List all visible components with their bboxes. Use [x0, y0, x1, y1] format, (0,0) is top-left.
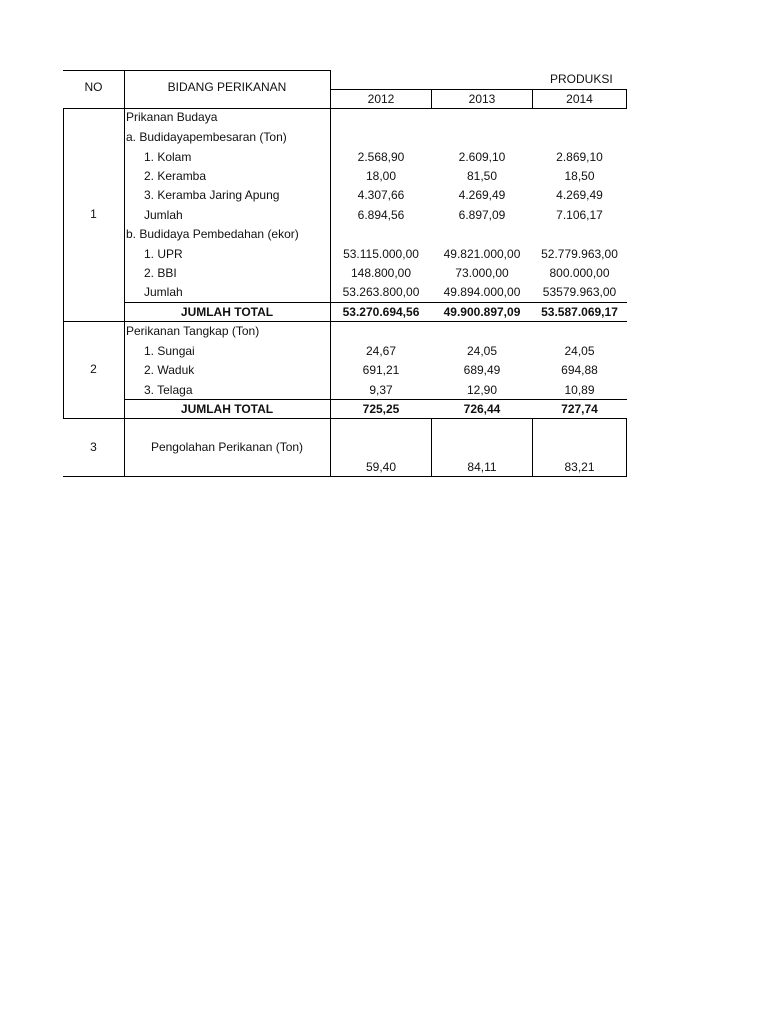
section2-no: 2 [90, 362, 97, 376]
row-value-2012: 2.568,90 [357, 150, 405, 164]
row-label: 2. Waduk [144, 363, 195, 377]
section3-value-2013: 84,11 [467, 460, 497, 474]
row-label: 2. Keramba [144, 169, 207, 183]
row-label: 3. Keramba Jaring Apung [144, 188, 280, 202]
row-label: Jumlah [144, 285, 183, 299]
row-value-2012: 4.307,66 [357, 188, 405, 202]
rule-table-bottom [63, 476, 627, 477]
row-value-2013: 81,50 [466, 169, 498, 183]
section1-total-2013: 49.900.897,09 [443, 305, 521, 319]
section2-title: Perikanan Tangkap (Ton) [126, 324, 260, 338]
section3-no: 3 [90, 440, 97, 454]
row-value-2014: 800.000,00 [549, 266, 610, 280]
row-value-2014: 694,88 [561, 363, 598, 377]
row-value-2014: 53579.963,00 [542, 285, 617, 299]
row-value-2013: 12,90 [466, 383, 498, 397]
rule-right-header [626, 89, 627, 108]
row-value-2014: 52.779.963,00 [541, 247, 618, 261]
section3-value-2012: 59,40 [365, 460, 397, 474]
row-label: 1. UPR [144, 247, 183, 261]
row-value-2013: 4.269,49 [458, 188, 506, 202]
section1-title: Prikanan Budaya [126, 110, 218, 124]
row-value-2014: 24,05 [564, 344, 595, 358]
header-year-2014: 2014 [566, 92, 593, 106]
section1-no: 1 [90, 207, 97, 221]
row-value-2012: 148.800,00 [350, 266, 412, 280]
rule-header-bottom [63, 108, 627, 109]
row-value-2014: 2.869,10 [556, 150, 603, 164]
row-value-2014: 4.269,49 [556, 188, 603, 202]
row-value-2012: 9,37 [369, 383, 393, 397]
header-year-2012: 2012 [367, 92, 395, 106]
section1-total-2012: 53.270.694,56 [342, 305, 420, 319]
row-value-2012: 6.894,56 [357, 208, 405, 222]
header-produksi: PRODUKSI [550, 72, 613, 86]
section1-sub-a: a. Budidayapembesaran (Ton) [126, 130, 287, 144]
section3-title: Pengolahan Perikanan (Ton) [150, 440, 304, 454]
row-value-2013: 49.821.000,00 [443, 247, 521, 261]
row-value-2013: 689,49 [463, 363, 501, 377]
rule-top-left [63, 70, 331, 71]
row-label: 1. Sungai [144, 344, 195, 358]
row-label: 1. Kolam [144, 150, 192, 164]
section2-total-label: JUMLAH TOTAL [180, 402, 274, 416]
row-label: 2. BBI [144, 266, 177, 280]
row-value-2013: 2.609,10 [458, 150, 506, 164]
section1-total-2014: 53.587.069,17 [541, 305, 618, 319]
section2-total-2012: 725,25 [362, 402, 400, 416]
row-value-2013: 49.894.000,00 [443, 285, 521, 299]
row-value-2014: 10,89 [564, 383, 595, 397]
rule-sec2-total-top [124, 399, 627, 400]
row-value-2013: 24,05 [466, 344, 498, 358]
row-value-2013: 6.897,09 [458, 208, 506, 222]
row-label: Jumlah [144, 208, 183, 222]
section3-value-2014: 83,21 [564, 460, 595, 474]
row-value-2014: 18,50 [564, 169, 595, 183]
rule-right-sec3 [626, 418, 627, 476]
rule-sec1-bottom [63, 321, 627, 322]
rule-sec2-bottom [63, 418, 627, 419]
section1-total-label: JUMLAH TOTAL [180, 305, 274, 319]
row-value-2012: 53.115.000,00 [343, 247, 419, 261]
row-value-2013: 73.000,00 [455, 266, 509, 280]
row-value-2012: 24,67 [365, 344, 397, 358]
header-bidang: BIDANG PERIKANAN [167, 80, 287, 94]
section2-total-2013: 726,44 [463, 402, 501, 416]
rule-year-top [331, 89, 627, 90]
row-label: 3. Telaga [144, 383, 193, 397]
header-no: NO [84, 80, 103, 94]
row-value-2012: 691,21 [362, 363, 400, 377]
section2-total-2014: 727,74 [561, 402, 598, 416]
section1-sub-b: b. Budidaya Pembedahan (ekor) [126, 227, 299, 241]
row-value-2012: 53.263.800,00 [342, 285, 420, 299]
row-value-2012: 18,00 [365, 169, 397, 183]
rule-sec1-total-top [124, 302, 627, 303]
row-value-2014: 7.106,17 [556, 208, 603, 222]
header-year-2013: 2013 [468, 92, 496, 106]
